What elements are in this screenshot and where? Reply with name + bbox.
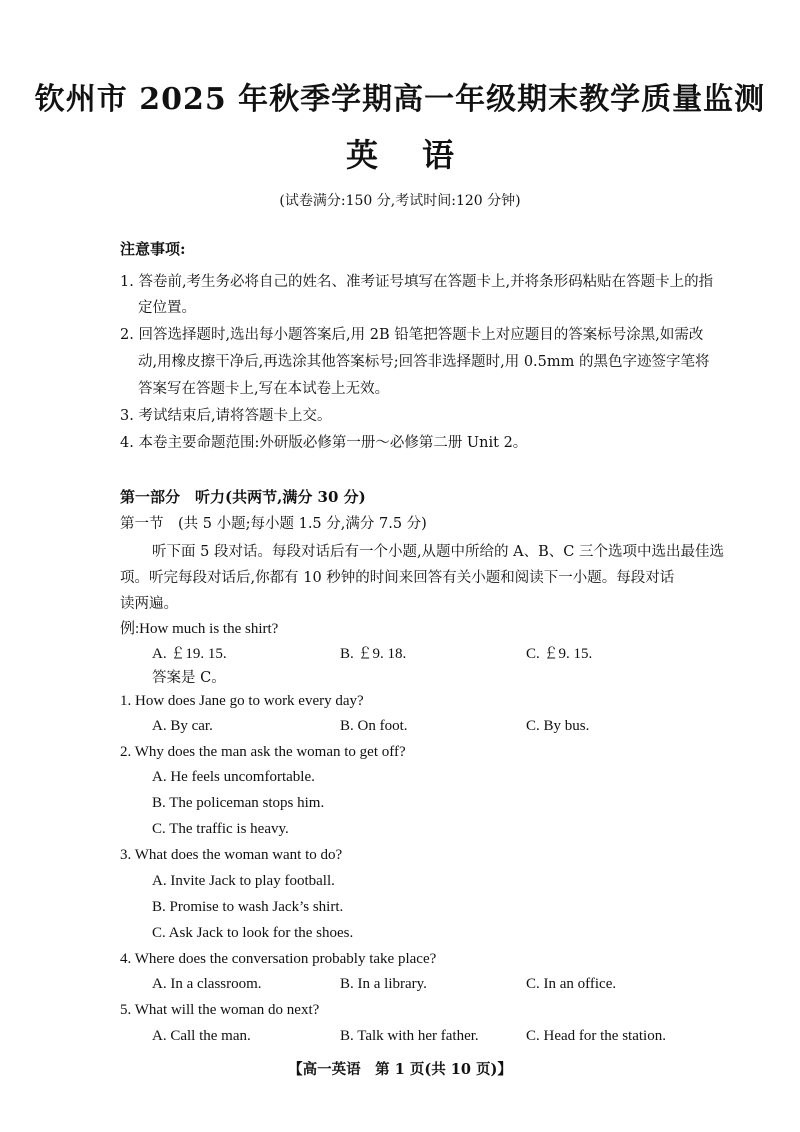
subject-title bbox=[0, 130, 800, 176]
q4-option-c: C. In an office. bbox=[526, 976, 617, 992]
q4-option-a: A. In a classroom. bbox=[152, 976, 262, 992]
q2-option-b: B. The policeman stops him. bbox=[152, 795, 325, 811]
example-option-b: B. ￡9. 18. bbox=[340, 646, 407, 662]
q3-option-c: C. Ask Jack to look for the shoes. bbox=[152, 925, 354, 941]
example-option-a: A. ￡19. 15. bbox=[152, 646, 227, 662]
part1-heading: 第一部分 听力(共两节,满分 30 分) bbox=[120, 488, 366, 506]
question-4: 4. Where does the conversation probably take place? bbox=[120, 951, 437, 967]
exam-meta: (试卷满分:150 分,考试时间:120 分钟) bbox=[279, 193, 521, 209]
example-answer: 答案是 C。 bbox=[152, 670, 226, 686]
subject-char-1: 英 bbox=[345, 136, 378, 174]
notice-line: 动,用橡皮擦干净后,再选涂其他答案标号;回答非选择题时,用 0.5mm 的黑色字迹签字笔将 bbox=[138, 354, 710, 370]
exam-title: 钦州市 2025 年秋季学期高一年级期末教学质量监测 bbox=[34, 82, 766, 117]
q1-option-c: C. By bus. bbox=[526, 718, 590, 734]
instruction-line: 读两遍。 bbox=[120, 596, 178, 612]
q1-option-a: A. By car. bbox=[152, 718, 213, 734]
notice-line: 3. 考试结束后,请将答题卡上交。 bbox=[120, 408, 332, 424]
question-5: 5. What will the woman do next? bbox=[120, 1002, 320, 1018]
notice-heading: 注意事项: bbox=[120, 240, 186, 258]
question-1: 1. How does Jane go to work every day? bbox=[120, 693, 364, 709]
notice-line: 1. 答卷前,考生务必将自己的姓名、准考证号填写在答题卡上,并将条形码粘贴在答题卡上的指 bbox=[120, 274, 714, 290]
question-2: 2. Why does the man ask the woman to get off? bbox=[120, 744, 406, 760]
notice-line: 答案写在答题卡上,写在本试卷上无效。 bbox=[138, 381, 390, 397]
notice-line: 2. 回答选择题时,选出每小题答案后,用 2B 铅笔把答题卡上对应题目的答案标号涂黑,如需改 bbox=[120, 327, 704, 343]
example-question: 例:How much is the shirt? bbox=[120, 621, 279, 637]
q4-option-b: B. In a library. bbox=[340, 976, 427, 992]
q2-option-a: A. He feels uncomfortable. bbox=[152, 769, 315, 785]
page-footer: 【高一英语 第 1 页(共 10 页)】 bbox=[288, 1061, 512, 1078]
q1-option-b: B. On foot. bbox=[340, 718, 408, 734]
notice-line: 定位置。 bbox=[138, 300, 196, 316]
example-option-c: C. ￡9. 15. bbox=[526, 646, 593, 662]
q5-option-b: B. Talk with her father. bbox=[340, 1028, 479, 1044]
instruction-line: 听下面 5 段对话。每段对话后有一个小题,从题中所给的 A、B、C 三个选项中选出最佳选 bbox=[152, 544, 724, 560]
q5-option-a: A. Call the man. bbox=[152, 1028, 251, 1044]
subject-char-2: 语 bbox=[422, 136, 455, 174]
question-3: 3. What does the woman want to do? bbox=[120, 847, 343, 863]
section1-heading: 第一节 (共 5 小题;每小题 1.5 分,满分 7.5 分) bbox=[120, 516, 427, 532]
q3-option-a: A. Invite Jack to play football. bbox=[152, 873, 335, 889]
q5-option-c: C. Head for the station. bbox=[526, 1028, 666, 1044]
instruction-line: 项。听完每段对话后,你都有 10 秒钟的时间来回答有关小题和阅读下一小题。每段对话 bbox=[120, 570, 675, 586]
notice-line: 4. 本卷主要命题范围:外研版必修第一册～必修第二册 Unit 2。 bbox=[120, 435, 528, 451]
q2-option-c: C. The traffic is heavy. bbox=[152, 821, 289, 837]
q3-option-b: B. Promise to wash Jack’s shirt. bbox=[152, 899, 344, 915]
